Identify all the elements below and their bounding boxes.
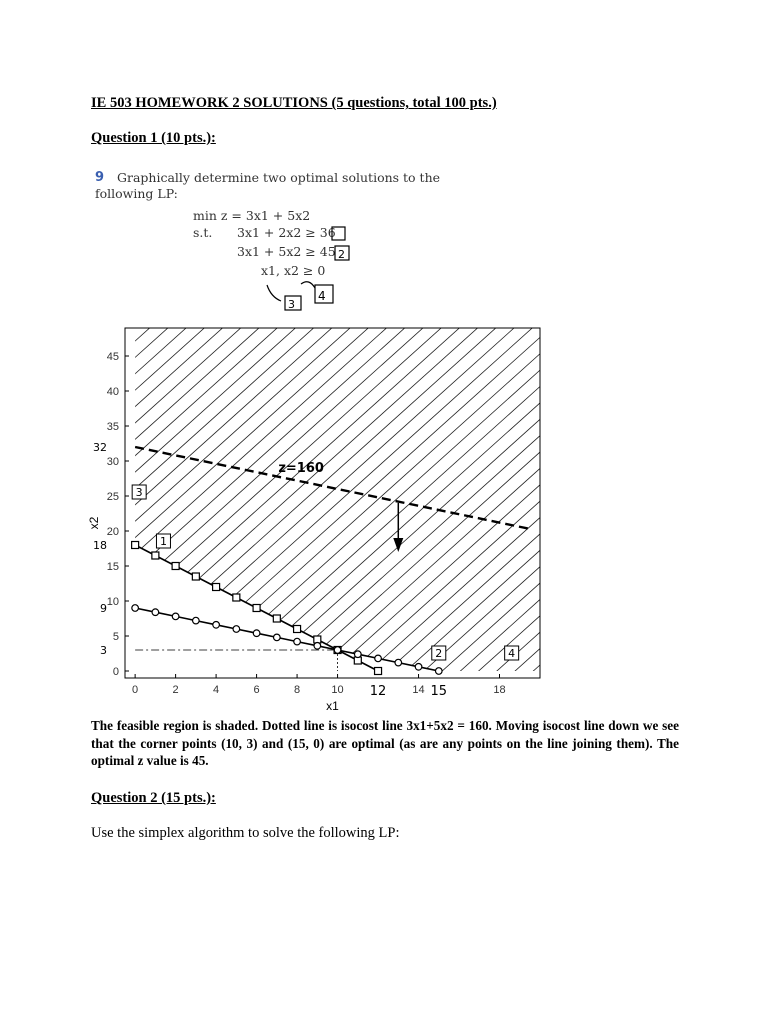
x-tick-label: 2 — [172, 684, 179, 696]
question1-caption: The feasible region is shaded. Dotted line is isocost line 3x1+5x2 = 160. Moving isocost line down we see that the corner points (10, 3) and (15, 0) are optimal (as are any points on the line joining them). The optimal z value is 45. — [91, 718, 679, 768]
data-point-square — [233, 594, 240, 601]
data-point-square — [152, 552, 159, 559]
hatch-line — [336, 321, 560, 685]
data-point-square — [172, 563, 179, 570]
data-point-square — [132, 542, 139, 549]
svg-text:4: 4 — [318, 289, 326, 303]
hatch-line — [408, 321, 560, 685]
plot-frame — [125, 328, 540, 678]
y-tick-label: 25 — [106, 491, 119, 503]
handwritten-y-label: 32 — [93, 441, 107, 454]
problem-line1: Graphically determine two optimal solutions to the — [117, 170, 441, 185]
document-title: IE 503 HOMEWORK 2 SOLUTIONS (5 questions, total 100 pts.) — [91, 95, 497, 111]
hatch-line — [281, 321, 560, 685]
handwritten-x-label: 12 — [369, 684, 387, 699]
hatch-line — [500, 321, 560, 685]
question1-title: Question 1 (10 pts.): — [91, 130, 216, 146]
data-point-square — [273, 615, 280, 622]
x-axis-label: x1 — [326, 699, 339, 713]
hatch-line — [554, 321, 560, 685]
problem-number: 9 — [95, 170, 105, 185]
y-tick-label: 15 — [106, 561, 119, 573]
x-tick-label: 14 — [412, 684, 425, 696]
x-tick-label: 6 — [253, 684, 260, 696]
hatch-line — [80, 321, 358, 685]
y-tick-label: 10 — [106, 596, 119, 608]
data-point-circle — [375, 655, 382, 662]
hatch-line — [80, 321, 85, 685]
y-tick-label: 45 — [106, 351, 119, 363]
y-tick-label: 40 — [106, 386, 119, 398]
hatch-line — [135, 321, 540, 685]
x-tick-label: 10 — [331, 684, 344, 696]
st-label: s.t. — [193, 225, 213, 240]
hatch-line — [153, 321, 558, 685]
data-point-square — [294, 626, 301, 633]
y-tick-label: 35 — [106, 421, 119, 433]
data-point-square — [253, 605, 260, 612]
hatch-line — [354, 321, 560, 685]
y-tick-label: 20 — [106, 526, 119, 538]
series-line-2 — [135, 608, 439, 671]
annotation-label: 3 — [135, 486, 143, 499]
question2-text: Use the simplex algorithm to solve the following LP: — [91, 825, 400, 841]
svg-text:3: 3 — [288, 298, 295, 311]
hatch-line — [299, 321, 560, 685]
hatch-line — [80, 321, 467, 685]
hatch-line — [80, 321, 103, 685]
data-point-circle — [132, 605, 139, 612]
handwritten-y-label: 18 — [93, 539, 107, 552]
y-axis-label: x2 — [87, 516, 101, 530]
feasible-region-chart — [80, 320, 560, 720]
chart-svg — [80, 320, 560, 720]
x-tick-label: 18 — [493, 684, 506, 696]
objective: min z = 3x1 + 5x2 — [193, 208, 311, 223]
data-point-square — [192, 573, 199, 580]
nonneg-constraint: x1, x2 ≥ 0 — [261, 263, 326, 278]
x-tick-label: 0 — [132, 684, 139, 696]
data-point-circle — [213, 622, 220, 629]
handwritten-x-label: 15 — [430, 684, 448, 699]
feasible-region-hatch — [80, 321, 560, 685]
data-point-circle — [314, 643, 321, 650]
data-point-circle — [395, 659, 402, 666]
data-point-circle — [415, 664, 422, 671]
hatch-line — [390, 321, 560, 685]
annotation-label: 1 — [159, 535, 167, 548]
svg-text:2: 2 — [338, 248, 345, 261]
y-tick-label: 30 — [106, 456, 119, 468]
data-point-square — [375, 668, 382, 675]
hatch-line — [463, 321, 560, 685]
hatch-line — [80, 321, 176, 685]
handwritten-y-label: 9 — [100, 602, 107, 615]
hatch-line — [80, 321, 139, 685]
data-point-circle — [152, 609, 159, 616]
hatch-line — [481, 321, 560, 685]
handwritten-y-label: 3 — [100, 644, 107, 657]
data-point-circle — [172, 613, 179, 620]
x-tick-label: 8 — [294, 684, 301, 696]
data-point-circle — [355, 651, 362, 658]
data-point-circle — [253, 630, 260, 637]
question2-title: Question 2 (15 pts.): — [91, 790, 216, 806]
constraint2: 3x1 + 5x2 ≥ 45 — [237, 244, 336, 259]
data-point-circle — [233, 626, 240, 633]
annotation-label: 2 — [435, 647, 443, 660]
x-tick-label: 4 — [213, 684, 220, 696]
annotation-label: z=160 — [278, 461, 324, 476]
data-point-circle — [294, 638, 301, 645]
y-tick-label: 0 — [112, 666, 119, 678]
data-point-circle — [435, 668, 442, 675]
problem-statement-image — [95, 170, 455, 320]
hatch-line — [80, 321, 248, 685]
data-point-circle — [274, 634, 281, 641]
hatch-line — [80, 321, 485, 685]
data-point-circle — [193, 617, 200, 624]
annotation-label: 4 — [508, 647, 516, 660]
hatch-line — [226, 321, 560, 685]
data-point-square — [213, 584, 220, 591]
constraint1: 3x1 + 2x2 ≥ 36 — [237, 225, 336, 240]
handwritten-labels — [95, 170, 455, 320]
hatch-line — [445, 321, 560, 685]
problem-line2: following LP: — [95, 186, 178, 201]
hatch-line — [117, 321, 522, 685]
y-tick-label: 5 — [112, 631, 119, 643]
data-point-circle — [334, 647, 341, 654]
